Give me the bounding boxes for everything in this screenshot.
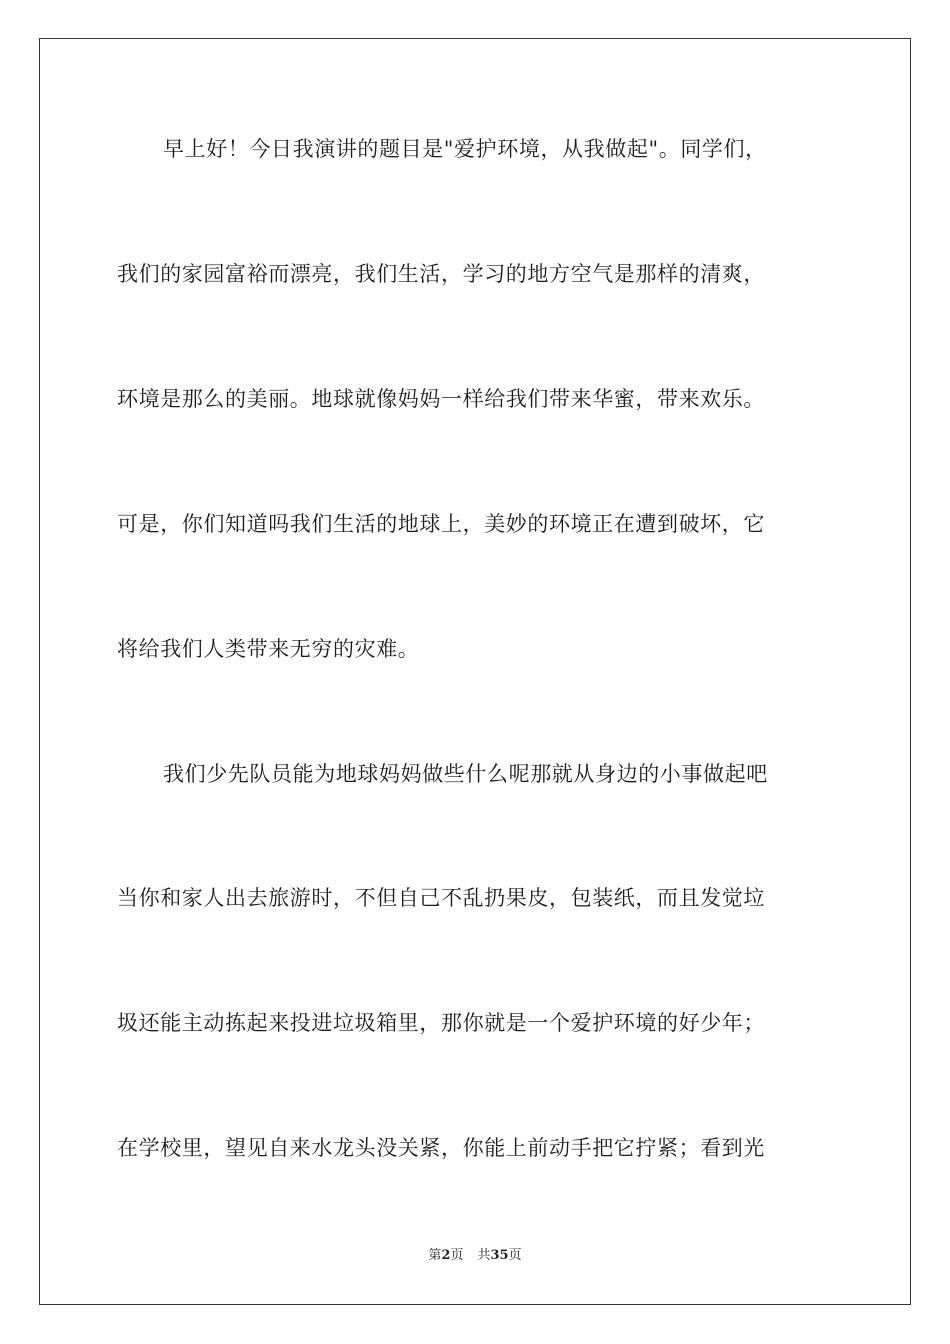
body-text-line: 当你和家人出去旅游时，不但自己不乱扔果皮，包装纸，而且发觉垃 — [117, 886, 765, 910]
total-suffix: 页 — [508, 1248, 522, 1263]
page-border — [39, 38, 911, 1305]
page-suffix: 页 — [450, 1248, 464, 1263]
body-text-line: 早上好！今日我演讲的题目是"爱护环境，从我做起"。同学们， — [163, 137, 767, 161]
page-number: 2 — [441, 1248, 451, 1263]
body-text-line: 可是，你们知道吗我们生活的地球上，美妙的环境正在遭到破坏，它 — [117, 512, 765, 536]
body-text-line: 圾还能主动拣起来投进垃圾箱里，那你就是一个爱护环境的好少年； — [117, 1011, 765, 1035]
body-text-line: 在学校里，望见自来水龙头没关紧，你能上前动手把它拧紧；看到光 — [117, 1136, 765, 1160]
page-prefix: 第 — [428, 1248, 442, 1263]
page-footer — [0, 1244, 950, 1263]
body-text-line: 环境是那么的美丽。地球就像妈妈一样给我们带来华蜜，带来欢乐。 — [117, 387, 765, 411]
body-text-line: 将给我们人类带来无穷的灾难。 — [117, 637, 420, 661]
total-prefix: 共 — [477, 1248, 491, 1263]
body-text-line: 我们的家园富裕而漂亮，我们生活，学习的地方空气是那样的清爽， — [117, 262, 765, 286]
body-text-line: 我们少先队员能为地球妈妈做些什么呢那就从身边的小事做起吧 — [163, 762, 768, 786]
total-pages: 35 — [490, 1248, 509, 1263]
